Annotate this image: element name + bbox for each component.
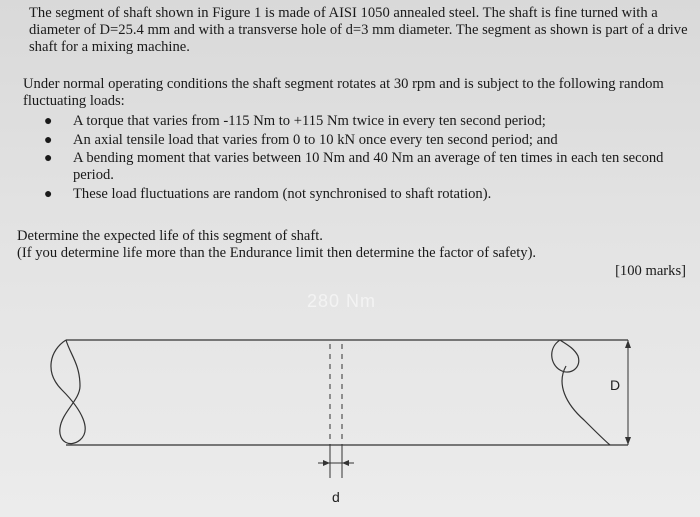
bullet-icon: ● xyxy=(44,132,53,148)
hole-arrow-right-icon xyxy=(323,460,330,466)
list-item xyxy=(23,132,688,149)
load-text: A torque that varies from -115 Nm to +115 Nm twice in every ten second period; xyxy=(73,113,546,129)
list-item xyxy=(23,150,688,184)
load-text: An axial tensile load that varies from 0 to 10 kN once every ten second period; and xyxy=(73,131,558,148)
conditions-paragraph: Under normal operating conditions the shaft segment rotates at 30 rpm and is subject to the following random fluctuating loads: xyxy=(23,76,664,109)
load-text: These load fluctuations are random (not synchronised to shaft rotation). xyxy=(73,185,492,202)
load-text: A bending moment that varies between 10 Nm and 40 Nm an average of ten times in each ten second period. xyxy=(73,150,664,183)
list-item xyxy=(23,186,688,203)
bullet-icon: ● xyxy=(44,186,53,202)
dimension-arrow-down-icon xyxy=(625,437,631,445)
loads-list xyxy=(23,113,688,204)
left-break-line xyxy=(51,340,85,444)
task-paragraph xyxy=(17,228,682,262)
task-line: Determine the expected life of this segment of shaft. xyxy=(17,228,323,244)
hole-arrow-left-icon xyxy=(342,460,349,466)
dimension-arrow-up-icon xyxy=(625,340,631,348)
bullet-icon: ● xyxy=(44,151,53,166)
bullet-icon: ● xyxy=(44,114,53,129)
dimension-label-major: D xyxy=(610,377,621,393)
intro-paragraph: The segment of shaft shown in Figure 1 is made of AISI 1050 annealed steel. The shaft is fine turned with a diameter of D=25.4 mm and with a transverse hole of d=3 mm diameter. The segment as shown is part of a drive shaft for a mixing machine. xyxy=(29,5,688,55)
list-item xyxy=(23,113,688,130)
watermark: 280 Nm xyxy=(307,291,377,311)
right-break-line xyxy=(552,340,610,445)
shaft-figure xyxy=(0,320,700,517)
marks-label: [100 marks] xyxy=(615,263,686,279)
dimension-label-hole: d xyxy=(332,489,340,505)
task-line: (If you determine life more than the Endurance limit then determine the factor of safety). xyxy=(17,245,537,261)
